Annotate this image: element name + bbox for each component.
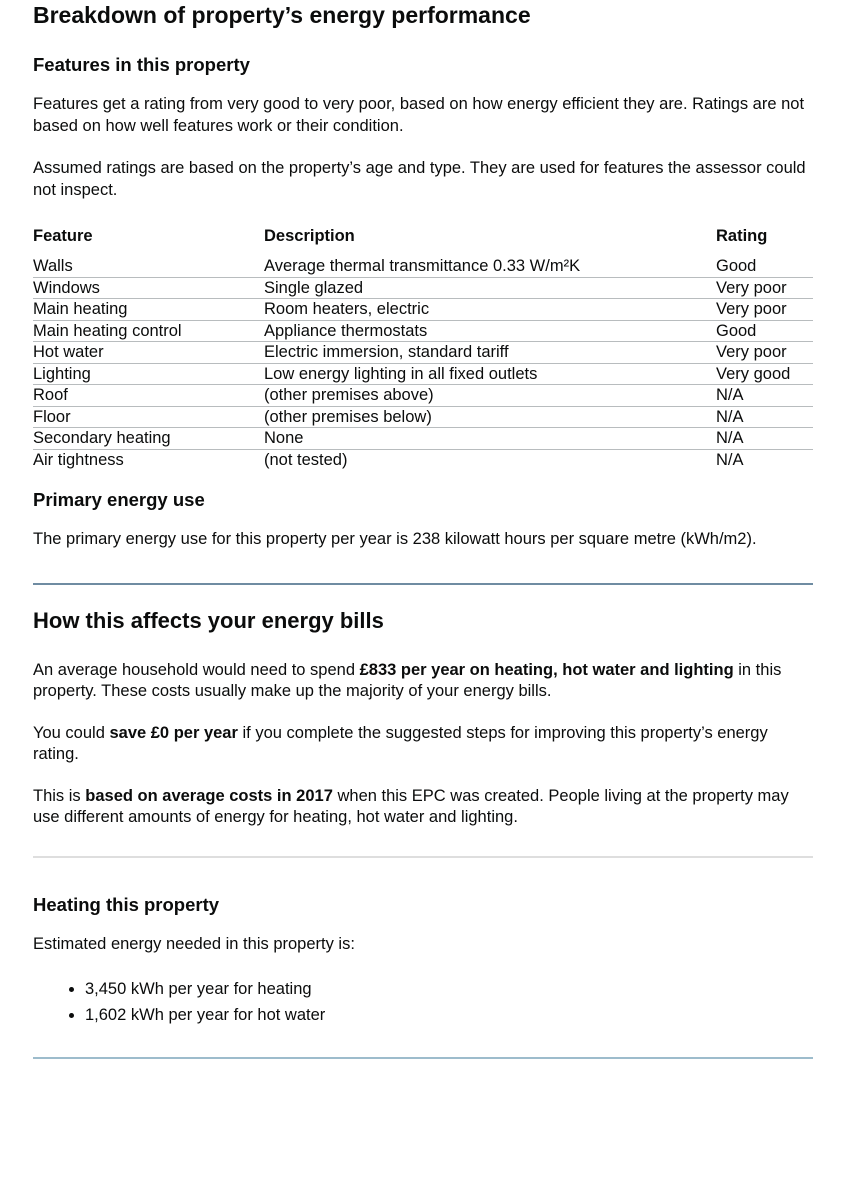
feature-cell: Floor xyxy=(33,406,264,428)
description-cell: Room heaters, electric xyxy=(264,299,716,321)
rating-cell: Good xyxy=(716,320,813,342)
features-table xyxy=(33,228,813,470)
table-row xyxy=(33,320,813,342)
table-row xyxy=(33,385,813,407)
feature-cell: Roof xyxy=(33,385,264,407)
bold-cost-text: £833 per year on heating, hot water and lighting xyxy=(359,660,734,679)
energy-bills-paragraph-3 xyxy=(33,786,813,829)
heating-intro-paragraph: Estimated energy needed in this property is: xyxy=(33,934,355,953)
feature-cell: Hot water xyxy=(33,342,264,364)
feature-cell: Main heating control xyxy=(33,320,264,342)
feature-cell: Secondary heating xyxy=(33,428,264,450)
energy-bills-heading: How this affects your energy bills xyxy=(33,607,384,633)
section-divider-blue-bottom xyxy=(33,1057,813,1059)
paragraph-text: You could xyxy=(33,723,110,742)
table-row xyxy=(33,363,813,385)
paragraph-text: An average household would need to spend xyxy=(33,660,360,679)
energy-bills-paragraph-2 xyxy=(33,723,813,766)
rating-cell: N/A xyxy=(716,428,813,450)
description-cell: Electric immersion, standard tariff xyxy=(264,342,716,364)
table-row xyxy=(33,406,813,428)
table-row xyxy=(33,299,813,321)
rating-cell: N/A xyxy=(716,450,744,469)
table-row xyxy=(33,277,813,299)
paragraph-text: when this EPC was created. People living at the property may use different amounts of energy for heating, hot water and lighting. xyxy=(33,786,789,826)
column-header-description: Description xyxy=(264,227,355,245)
heating-heading: Heating this property xyxy=(33,893,220,915)
energy-needs-list xyxy=(33,976,813,1028)
feature-cell: Main heating xyxy=(33,299,264,321)
feature-cell: Walls xyxy=(33,256,264,277)
feature-cell: Air tightness xyxy=(33,450,124,469)
rating-cell: Very poor xyxy=(716,342,813,364)
paragraph-text: if you complete the suggested steps for improving this property’s energy rating. xyxy=(33,723,768,763)
description-cell: Average thermal transmittance 0.33 W/m²K xyxy=(264,256,716,277)
column-header-rating: Rating xyxy=(716,227,768,245)
main-content xyxy=(33,2,813,1059)
feature-cell: Lighting xyxy=(33,363,264,385)
primary-energy-heading: Primary energy use xyxy=(33,489,205,510)
rating-cell: Good xyxy=(716,256,813,277)
page-title: Breakdown of property’s energy performance xyxy=(33,2,531,28)
description-cell: None xyxy=(264,428,716,450)
section-divider-grey xyxy=(33,856,813,858)
description-cell: (other premises below) xyxy=(264,406,716,428)
table-row xyxy=(33,342,813,364)
feature-cell: Windows xyxy=(33,277,264,299)
list-item-heating: • 3,450 kWh per year for heating xyxy=(85,976,813,1002)
table-row xyxy=(33,428,813,450)
description-cell: Appliance thermostats xyxy=(264,320,716,342)
features-intro-paragraph-2: Assumed ratings are based on the property’s age and type. They are used for features the assessor could not inspect. xyxy=(33,159,806,199)
column-header-feature: Feature xyxy=(33,227,93,245)
description-cell: (other premises above) xyxy=(264,385,716,407)
rating-cell: Very poor xyxy=(716,299,813,321)
paragraph-text: This is xyxy=(33,786,86,805)
bold-average-costs-text: based on average costs in 2017 xyxy=(85,786,333,805)
paragraph-text: in this property. These costs usually make up the majority of your energy bills. xyxy=(33,660,782,700)
primary-energy-paragraph: The primary energy use for this property per year is 238 kilowatt hours per square metre (kWh/m2). xyxy=(33,530,757,548)
bold-savings-text: save £0 per year xyxy=(109,723,238,742)
rating-cell: N/A xyxy=(716,385,813,407)
description-cell: Low energy lighting in all fixed outlets xyxy=(264,363,716,385)
table-row xyxy=(33,256,813,277)
list-item-hot-water: • 1,602 kWh per year for hot water xyxy=(85,1002,813,1028)
description-cell: (not tested) xyxy=(264,450,348,469)
table-header-row xyxy=(33,228,813,256)
rating-cell: N/A xyxy=(716,406,813,428)
rating-cell: Very good xyxy=(716,363,813,385)
energy-bills-paragraph-1 xyxy=(33,660,813,703)
description-cell: Single glazed xyxy=(264,277,716,299)
features-heading: Features in this property xyxy=(33,54,250,75)
epc-page xyxy=(0,2,847,1059)
features-intro-paragraph-1: Features get a rating from very good to very poor, based on how energy efficient they are. Ratings are not based on how well features work or their condition. xyxy=(33,95,805,135)
section-divider-blue xyxy=(33,583,813,585)
table-row xyxy=(33,449,813,470)
rating-cell: Very poor xyxy=(716,277,813,299)
